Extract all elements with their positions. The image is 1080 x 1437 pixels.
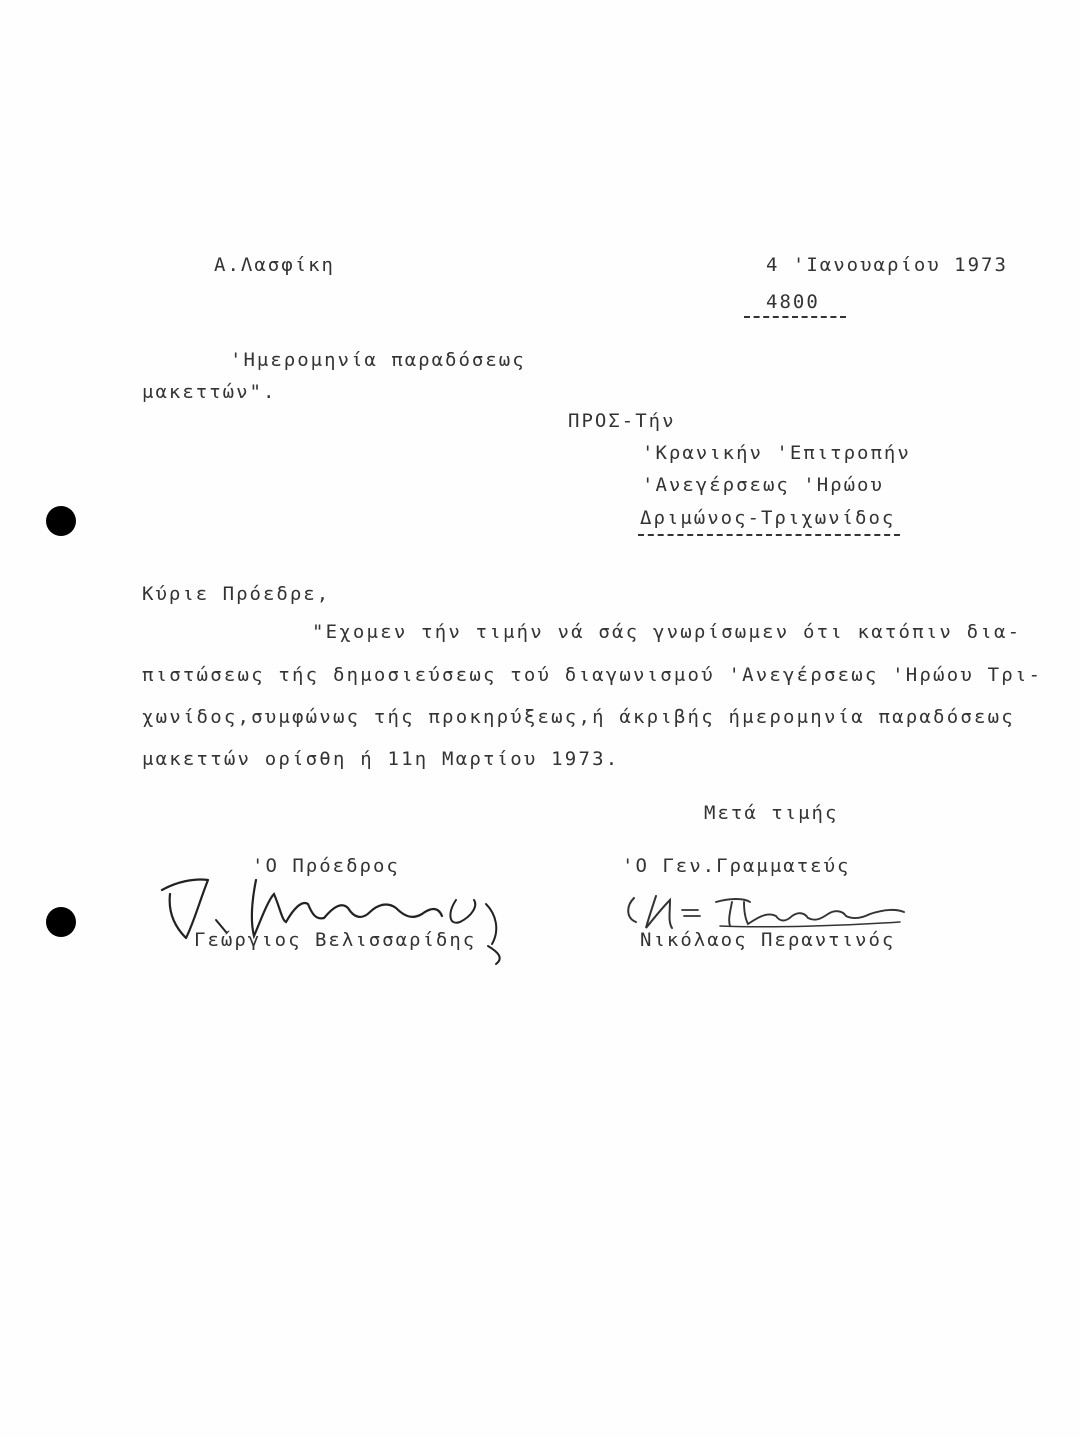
recipient-to: ΠΡΟΣ-Τήν bbox=[568, 410, 676, 432]
right-signatory-title: 'Ο Γεν.Γραμματεύς bbox=[622, 855, 851, 877]
body-line: πιστώσεως τής δημοσιεύσεως τού διαγωνισμού 'Ανεγέρσεως 'Ηρώου Τρι- bbox=[142, 664, 1043, 686]
letter-place: Α.Λασφίκη bbox=[214, 254, 335, 276]
punch-hole-top bbox=[46, 506, 76, 536]
recipient-line-2: 'Ανεγέρσεως 'Ηρώου bbox=[642, 474, 884, 496]
left-signatory-name: Γεώργιος Βελισσαρίδης bbox=[194, 929, 477, 951]
right-signatory-name: Νικόλαος Περαντινός bbox=[640, 929, 896, 951]
left-handwritten-signature bbox=[156, 860, 516, 970]
subject-line-1: 'Ημερομηνία παραδόσεως bbox=[230, 349, 526, 371]
recipient-underline bbox=[638, 534, 900, 536]
reference-underline bbox=[744, 316, 846, 318]
closing: Μετά τιμής bbox=[704, 802, 839, 824]
reference-number: 4800 bbox=[766, 291, 820, 313]
letter-date: 4 'Ιανουαρίου 1973 bbox=[766, 254, 1008, 276]
body-line: μακεττών ορίσθη ή 11η Μαρτίου 1973. bbox=[142, 748, 620, 770]
punch-hole-bottom bbox=[46, 907, 76, 937]
subject-line-2: μακεττών". bbox=[142, 381, 277, 403]
left-signatory-title: 'Ο Πρόεδρος bbox=[252, 855, 400, 877]
recipient-line-1: 'Κρανικήν 'Επιτροπήν bbox=[642, 442, 911, 464]
recipient-line-3: Δριμώνος-Τριχωνίδος bbox=[640, 507, 896, 529]
body-line: "Εχομεν τήν τιμήν νά σάς γνωρίσωμεν ότι κατόπιν δια- bbox=[312, 621, 1022, 643]
salutation: Κύριε Πρόεδρε, bbox=[142, 583, 331, 605]
body-line: χωνίδος,συμφώνως τής προκηρύξεως,ή άκριβής ήμερομηνία παραδόσεως bbox=[142, 706, 1015, 728]
